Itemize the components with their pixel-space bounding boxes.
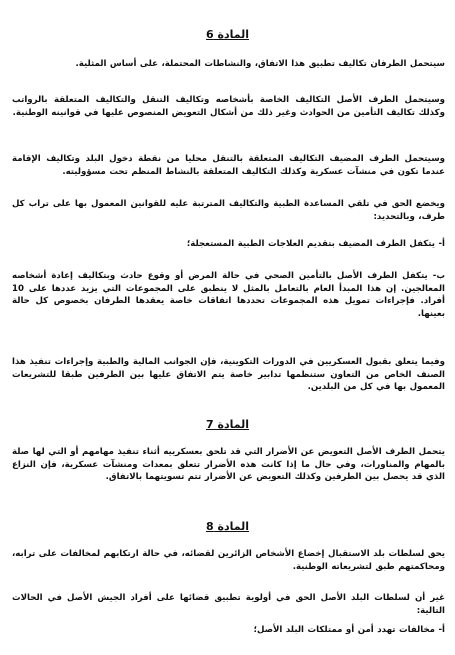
article-6-paragraph-4: ويخضع الحق في تلقي المساعدة الطبية والتكاليف المترتبة عليه للقوانين المعمول بها على تراب كل طرف، وبالتحديد: xyxy=(12,199,445,222)
article-8-paragraph-1: يحق لسلطات بلد الاستقبال إخضاع الأشخاص الزائرين لقضائه، في حالة ارتكابهم لمخالفات على ترابه، ومحاكمتهم طبق لتشريعاته الوطنية. xyxy=(12,549,445,572)
article-6-heading: المادة 6 xyxy=(205,28,250,41)
article-6-paragraph-2: وسيتحمل الطرف الأصل التكاليف الخاصة بأشخاصه وتكاليف التنقل والتكاليف المتعلقة بالرواتب وكذلك تكاليف التأمين من الحوادث وغير ذلك من أشكال التعويض المنصوص عليها في قوانينه الوطنية. xyxy=(12,95,445,118)
article-6-paragraph-1: سيتحمل الطرفان تكاليف تطبيق هذا الاتفاق، والنشاطات المحتملة، على أساس المثلية. xyxy=(75,59,445,69)
article-6-item-b: ب- يتكفل الطرف الأصل بالتأمين الصحي في حالة المرض أو وقوع حادث وبتكاليف إعادة أشخاصه المعالجين. إن هذا المبدأ العام بالتعامل بالمثل لا ينطبق على المجموعات التي يزيد عددها على 10 أفراد. فإجراءات تمويل هذه المجموعات تحددها اتفاقات خاصة يعقدها الطرفان بخصوص كل حالة بعينها. xyxy=(12,271,445,319)
article-7-heading: المادة 7 xyxy=(205,418,250,431)
article-6-item-a: أ- يتكفل الطرف المضيف بتقديم العلاجات الطبية المستعجلة؛ xyxy=(186,239,445,249)
article-8-paragraph-2: غير أن لسلطات البلد الأصل الحق في أولوية تطبيق قضائها على أفراد الجيش الأصل في الحالات التالية: xyxy=(12,593,445,616)
article-8-heading: المادة 8 xyxy=(205,520,250,533)
article-7-paragraph-1: يتحمل الطرف الأصل التعويض عن الأضرار التي قد تلحق بعسكرييه أثناء تنفيذ مهامهم أو التي لها صلة بالمهام والمناورات، وفي حال ما إذا كانت هذه الأضرار تتعلق بمعدات ومنشآت عسكرية، فإن النزاع الذي قد يحصل بين الطرفين وكذلك التعويض عن الأضرار تتم تسويتهما بالاتفاق. xyxy=(12,447,445,483)
article-6-paragraph-5: وفيما يتعلق بقبول العسكريين في الدورات التكوينية، فإن الجوانب المالية والطبية وإجراءات تنفيذ هذا الصنف الخاص من التعاون ستنظمها تدابير خاصة يتم الاتفاق عليها بين الطرفين طبقا للتشريعات المعمول بها في كل من البلدين. xyxy=(12,357,445,393)
article-8-item-a: أ- مخالفات تهدد أمن أو ممتلكات البلد الأصل؛ xyxy=(253,625,445,635)
article-6-paragraph-3: وسيتحمل الطرف المضيف التكاليف المتعلقة بالتنقل محليا من نقطة دخول البلد وتكاليف الإقامة عندما تكون في منشآت عسكرية وكذلك التكاليف المتعلقة بالنشاط المنظم تحت مسؤوليته. xyxy=(12,154,445,177)
